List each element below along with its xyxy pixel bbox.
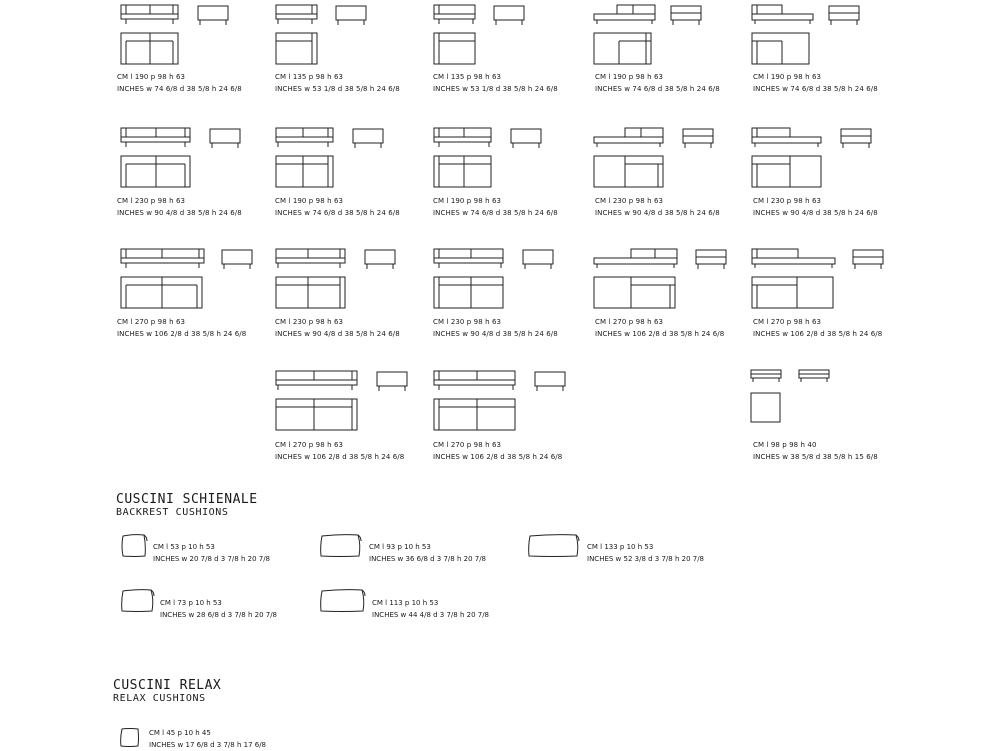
- sofa-module-plan-view: [275, 32, 319, 66]
- dimensions-inches: INCHES w 106 2/8 d 38 5/8 h 24 6/8: [117, 330, 247, 338]
- dimensions-cm: CM l 133 p 10 h 53: [587, 543, 654, 551]
- module-dimensions: [117, 316, 246, 340]
- dimensions-cm: CM l 73 p 10 h 53: [160, 599, 222, 607]
- dimensions-inches: INCHES w 74 6/8 d 38 5/8 h 24 6/8: [275, 209, 400, 217]
- sofa-module-plan-view: [433, 276, 505, 310]
- sofa-module-plan-view: [120, 32, 180, 66]
- sofa-module-side-view: [682, 128, 714, 149]
- dimensions-inches: INCHES w 90 4/8 d 38 5/8 h 24 6/8: [275, 330, 400, 338]
- dimensions-inches: INCHES w 106 2/8 d 38 5/8 h 24 6/8: [595, 330, 725, 338]
- module-dimensions: [433, 195, 558, 219]
- backrest-cushion-drawing: [527, 533, 581, 559]
- sofa-module-front-view: [275, 248, 347, 270]
- sofa-module-side-view: [352, 128, 384, 149]
- sofa-module-front-view: [433, 127, 493, 149]
- module-dimensions: [433, 439, 562, 463]
- module-dimensions: [595, 71, 720, 95]
- module-dimensions: [275, 316, 400, 340]
- cushion-dimensions: [153, 541, 270, 565]
- sofa-module-front-view: [120, 248, 206, 270]
- sofa-module-side-view: [852, 249, 884, 270]
- sofa-module-side-view: [209, 128, 241, 149]
- sofa-module-plan-view: [751, 276, 835, 310]
- sofa-module-side-view: [335, 5, 367, 26]
- dimensions-cm: CM l 190 p 98 h 63: [275, 197, 344, 205]
- sofa-module-front-view: [593, 127, 665, 149]
- sofa-module-front-view: [120, 127, 192, 149]
- dimensions-inches: INCHES w 38 5/8 d 38 5/8 h 15 6/8: [753, 453, 878, 461]
- dimensions-cm: CM l 135 p 98 h 63: [433, 73, 502, 81]
- sofa-module-plan-view: [433, 155, 493, 189]
- dimensions-cm: CM l 270 p 98 h 63: [275, 441, 344, 449]
- backrest-cushion-drawing: [120, 588, 156, 614]
- sofa-module-side-view: [376, 371, 408, 392]
- dimensions-inches: INCHES w 44 4/8 d 3 7/8 h 20 7/8: [372, 611, 490, 619]
- dimensions-cm: CM l 230 p 98 h 63: [595, 197, 664, 205]
- sofa-module-plan-view: [751, 32, 811, 66]
- dimensions-cm: CM l 45 p 10 h 45: [149, 729, 211, 737]
- dimensions-inches: INCHES w 74 6/8 d 38 5/8 h 24 6/8: [595, 85, 720, 93]
- sofa-module-side-view: [221, 249, 253, 270]
- module-dimensions: [753, 439, 878, 463]
- sofa-module-front-view: [593, 248, 679, 270]
- sofa-module-front-view: [120, 4, 180, 26]
- dimensions-cm: CM l 53 p 10 h 53: [153, 543, 215, 551]
- sofa-module-side-view: [670, 5, 702, 26]
- dimensions-inches: INCHES w 28 6/8 d 3 7/8 h 20 7/8: [160, 611, 278, 619]
- cushion-dimensions: [160, 597, 277, 621]
- module-dimensions: [433, 71, 558, 95]
- dimensions-cm: CM l 270 p 98 h 63: [117, 318, 186, 326]
- cushion-dimensions: [149, 727, 266, 751]
- pouf-plan-view: [750, 392, 782, 424]
- sofa-module-plan-view: [275, 398, 359, 432]
- dimensions-inches: INCHES w 74 6/8 d 38 5/8 h 24 6/8: [117, 85, 242, 93]
- section-subtitle: BACKREST CUSHIONS: [116, 507, 229, 518]
- sofa-module-front-view: [433, 4, 477, 26]
- sofa-module-side-view: [828, 5, 860, 26]
- sofa-module-front-view: [275, 370, 359, 392]
- sofa-module-plan-view: [593, 276, 677, 310]
- cushion-dimensions: [587, 541, 704, 565]
- dimensions-inches: INCHES w 74 6/8 d 38 5/8 h 24 6/8: [433, 209, 558, 217]
- module-dimensions: [595, 316, 724, 340]
- dimensions-inches: INCHES w 90 4/8 d 38 5/8 h 24 6/8: [753, 209, 878, 217]
- dimensions-inches: INCHES w 74 6/8 d 38 5/8 h 24 6/8: [753, 85, 878, 93]
- sofa-module-front-view: [275, 127, 335, 149]
- dimensions-cm: CM l 98 p 98 h 40: [753, 441, 817, 449]
- relax-cushion-drawing: [119, 727, 141, 749]
- dimensions-cm: CM l 190 p 98 h 63: [117, 73, 186, 81]
- sofa-module-front-view: [751, 127, 823, 149]
- dimensions-cm: CM l 270 p 98 h 63: [595, 318, 664, 326]
- section-subtitle: RELAX CUSHIONS: [113, 693, 206, 704]
- sofa-module-plan-view: [593, 32, 653, 66]
- dimensions-cm: CM l 113 p 10 h 53: [372, 599, 439, 607]
- dimensions-inches: INCHES w 106 2/8 d 38 5/8 h 24 6/8: [275, 453, 405, 461]
- section-heading-backrest: [116, 493, 258, 519]
- dimensions-inches: INCHES w 106 2/8 d 38 5/8 h 24 6/8: [433, 453, 563, 461]
- dimensions-inches: INCHES w 106 2/8 d 38 5/8 h 24 6/8: [753, 330, 883, 338]
- dimensions-inches: INCHES w 17 6/8 d 3 7/8 h 17 6/8: [149, 741, 267, 749]
- sofa-module-plan-view: [433, 32, 477, 66]
- dimensions-inches: INCHES w 52 3/8 d 3 7/8 h 20 7/8: [587, 555, 705, 563]
- module-dimensions: [753, 316, 882, 340]
- sofa-module-side-view: [522, 249, 554, 270]
- sofa-module-side-view: [534, 371, 566, 392]
- backrest-cushion-drawing: [319, 533, 363, 559]
- module-dimensions: [275, 439, 404, 463]
- cushion-dimensions: [372, 597, 489, 621]
- dimensions-inches: INCHES w 53 1/8 d 38 5/8 h 24 6/8: [275, 85, 400, 93]
- module-dimensions: [275, 71, 400, 95]
- sofa-module-side-view: [364, 249, 396, 270]
- pouf-side-view: [798, 369, 831, 383]
- sofa-module-side-view: [695, 249, 727, 270]
- module-dimensions: [753, 195, 878, 219]
- sofa-module-front-view: [275, 4, 319, 26]
- sofa-module-plan-view: [120, 155, 192, 189]
- sofa-module-front-view: [433, 370, 517, 392]
- sofa-module-side-view: [197, 5, 229, 26]
- dimensions-cm: CM l 190 p 98 h 63: [753, 73, 822, 81]
- dimensions-cm: CM l 230 p 98 h 63: [433, 318, 502, 326]
- sofa-module-plan-view: [751, 155, 823, 189]
- dimensions-cm: CM l 270 p 98 h 63: [433, 441, 502, 449]
- cushion-dimensions: [369, 541, 486, 565]
- dimensions-cm: CM l 190 p 98 h 63: [595, 73, 664, 81]
- dimensions-inches: INCHES w 90 4/8 d 38 5/8 h 24 6/8: [595, 209, 720, 217]
- module-dimensions: [117, 195, 242, 219]
- dimensions-cm: CM l 230 p 98 h 63: [117, 197, 186, 205]
- section-title: CUSCINI SCHIENALE: [116, 492, 258, 507]
- dimensions-cm: CM l 135 p 98 h 63: [275, 73, 344, 81]
- section-title: CUSCINI RELAX: [113, 678, 222, 693]
- module-dimensions: [117, 71, 242, 95]
- dimensions-cm: CM l 190 p 98 h 63: [433, 197, 502, 205]
- sofa-module-front-view: [751, 248, 837, 270]
- dimensions-inches: INCHES w 20 7/8 d 3 7/8 h 20 7/8: [153, 555, 271, 563]
- sofa-module-side-view: [840, 128, 872, 149]
- dimensions-inches: INCHES w 36 6/8 d 3 7/8 h 20 7/8: [369, 555, 487, 563]
- dimensions-cm: CM l 230 p 98 h 63: [275, 318, 344, 326]
- sofa-module-front-view: [593, 4, 657, 26]
- sofa-module-plan-view: [433, 398, 517, 432]
- section-heading-relax: [113, 679, 221, 705]
- sofa-module-plan-view: [593, 155, 665, 189]
- module-dimensions: [433, 316, 558, 340]
- sofa-module-side-view: [493, 5, 525, 26]
- module-dimensions: [275, 195, 400, 219]
- dimensions-inches: INCHES w 90 4/8 d 38 5/8 h 24 6/8: [433, 330, 558, 338]
- pouf-front-view: [750, 369, 783, 383]
- sofa-module-front-view: [751, 4, 815, 26]
- module-dimensions: [753, 71, 878, 95]
- module-dimensions: [595, 195, 720, 219]
- sofa-module-front-view: [433, 248, 505, 270]
- backrest-cushion-drawing: [319, 588, 367, 614]
- dimensions-inches: INCHES w 90 4/8 d 38 5/8 h 24 6/8: [117, 209, 242, 217]
- dimensions-inches: INCHES w 53 1/8 d 38 5/8 h 24 6/8: [433, 85, 558, 93]
- sofa-module-side-view: [510, 128, 542, 149]
- backrest-cushion-drawing: [120, 533, 148, 559]
- dimensions-cm: CM l 93 p 10 h 53: [369, 543, 431, 551]
- dimensions-cm: CM l 270 p 98 h 63: [753, 318, 822, 326]
- dimensions-cm: CM l 230 p 98 h 63: [753, 197, 822, 205]
- sofa-module-plan-view: [275, 155, 335, 189]
- sofa-module-plan-view: [120, 276, 204, 310]
- sofa-module-plan-view: [275, 276, 347, 310]
